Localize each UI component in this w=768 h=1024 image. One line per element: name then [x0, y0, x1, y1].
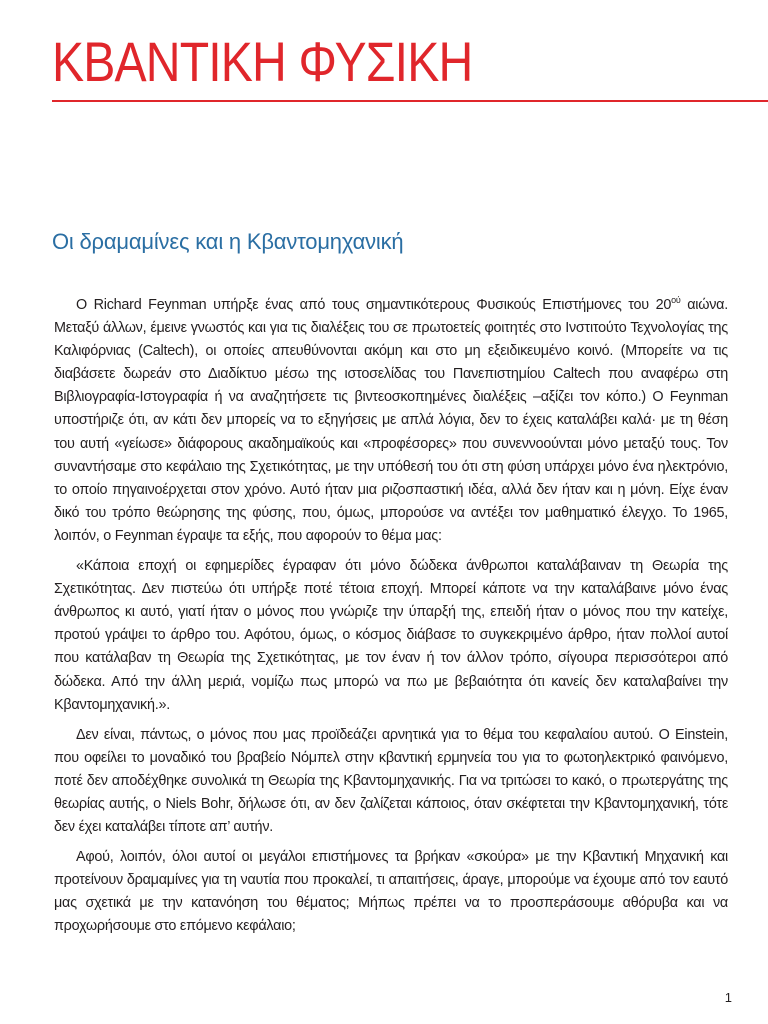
title-underline-rule	[52, 100, 768, 102]
section-heading: Οι δραμαμίνες και η Κβαντομηχανική	[52, 229, 404, 254]
chapter-title: ΚΒΑΝΤΙΚΗ ΦΥΣΙΚΗ	[52, 30, 473, 93]
superscript-ordinal: ού	[671, 295, 681, 306]
page-number: 1	[724, 990, 732, 1005]
body-text	[54, 294, 728, 946]
paragraph-einstein-bohr: Δεν είναι, πάντως, ο μόνος που μας προϊδεάζει αρνητικά για το θέμα του κεφαλαίου αυτού. Ο Einstein, που οφείλει το μοναδικό του βραβείο Νόμπελ στην κβαντική ερμηνεία του για το φωτοηλεκτρικό φαινόμενο, ποτέ δεν αποδέχθηκε συνολικά τη Θεωρία της Κβαντομηχανικής. Για να τριτώσει το κακό, ο πρωτεργάτης της θεωρίας αυτής, ο Niels Bohr, δήλωσε ότι, αν δεν ζαλίζεται κάποιος, όταν σκέφτεται την Κβαντομηχανική, τότε δεν έχει καταλάβει τίποτε απ’ αυτήν.	[54, 726, 728, 836]
paragraph-text: αιώνα. Μεταξύ άλλων, έμεινε γνωστός και για τις διαλέξεις του σε πρωτοετείς φοιτητές στο Ινστιτούτο Τεχνολογίας της Καλιφόρνιας (Caltech), οι οποίες απευθύνονται ακόμη και στο μη εξειδικευμένο κοινό. (Μπορείτε να τις διαβάσετε δωρεάν στο Διαδίκτυο μέσω της ιστοσελίδας του Πανεπιστημίου Caltech που αναφέρω στη Βιβλιογραφία-Ιστογραφία ή να αναζητήσετε τις βιντεοσκοπημένες διαλέξεις –αξίζει τον κόπο.) Ο Feynman υποστήριζε ότι, αν κάτι δεν μπορείς να το εξηγήσεις με απλά λόγια, δεν το έχεις καταλάβει καλά· με τη θέση του αυτή «γείωσε» διάφορους ακαδημαϊκούς και «προφέσορες» που συνεννοούνται μόνο μεταξύ τους. Τον συναντήσαμε στο κεφάλαιο της Σχετικότητας, με την υπόθεσή του ότι στη φύση υπάρχει μόνο ένα ηλεκτρόνιο, το οποίο πηγαινοέρχεται στον χρόνο. Αυτό ήταν μια ριζοσπαστική ιδέα, αλλά δεν ήταν και η μόνη. Είχε έναν δικό του τρόπο θεώρησης της φύσης, που, όμως, μπορούσε να αντέξει τον μαθηματικό έλεγχο. Το 1965, λοιπόν, ο Feynman έγραψε τα εξής, που αφορούν το θέμα μας:	[54, 297, 729, 544]
paragraph-text: Ο Richard Feynman υπήρξε ένας από τους σημαντικότερους Φυσικούς Επιστήμονες του 20	[76, 297, 672, 313]
paragraph-conclusion: Αφού, λοιπόν, όλοι αυτοί οι μεγάλοι επιστήμονες τα βρήκαν «σκούρα» με την Κβαντική Μηχανική και προτείνουν δραμαμίνες για τη ναυτία που προκαλεί, τι απαιτήσεις, άραγε, μπορούμε να έχουμε από τον εαυτό μας σχετικά με την κατανόηση του θέματος; Μήπως πρέπει να το προσπεράσουμε αθόρυβα και να προχωρήσουμε στο επόμενο κεφάλαιο;	[54, 849, 728, 935]
paragraph-feynman-intro	[54, 294, 728, 548]
paragraph-feynman-quote: «Κάποια εποχή οι εφημερίδες έγραφαν ότι μόνο δώδεκα άνθρωποι καταλάβαιναν τη Θεωρία της Σχετικότητας. Δεν πιστεύω ότι υπήρξε ποτέ τέτοια εποχή. Μπορεί κάποτε να την καταλάβαινε μόνο ένας άνθρωπος κι αυτό, γιατί ήταν ο μόνος που γνώριζε την ύπαρξή της, επειδή ήταν ο μόνος που την κατείχε, προτού γράψει το άρθρο του. Αφότου, όμως, ο κόσμος διάβασε το συγκεκριμένο άρθρο, ήταν πολλοί αυτοί που κατάλαβαν τη Θεωρία της Σχετικότητας, με τον έναν ή τον άλλον τρόπο, σίγουρα περισσότεροι από δώδεκα. Από την άλλη μεριά, νομίζω πως μπορώ να πω με βεβαιότητα ότι κανείς δεν καταλαβαίνει την Κβαντομηχανική.».	[54, 558, 728, 713]
